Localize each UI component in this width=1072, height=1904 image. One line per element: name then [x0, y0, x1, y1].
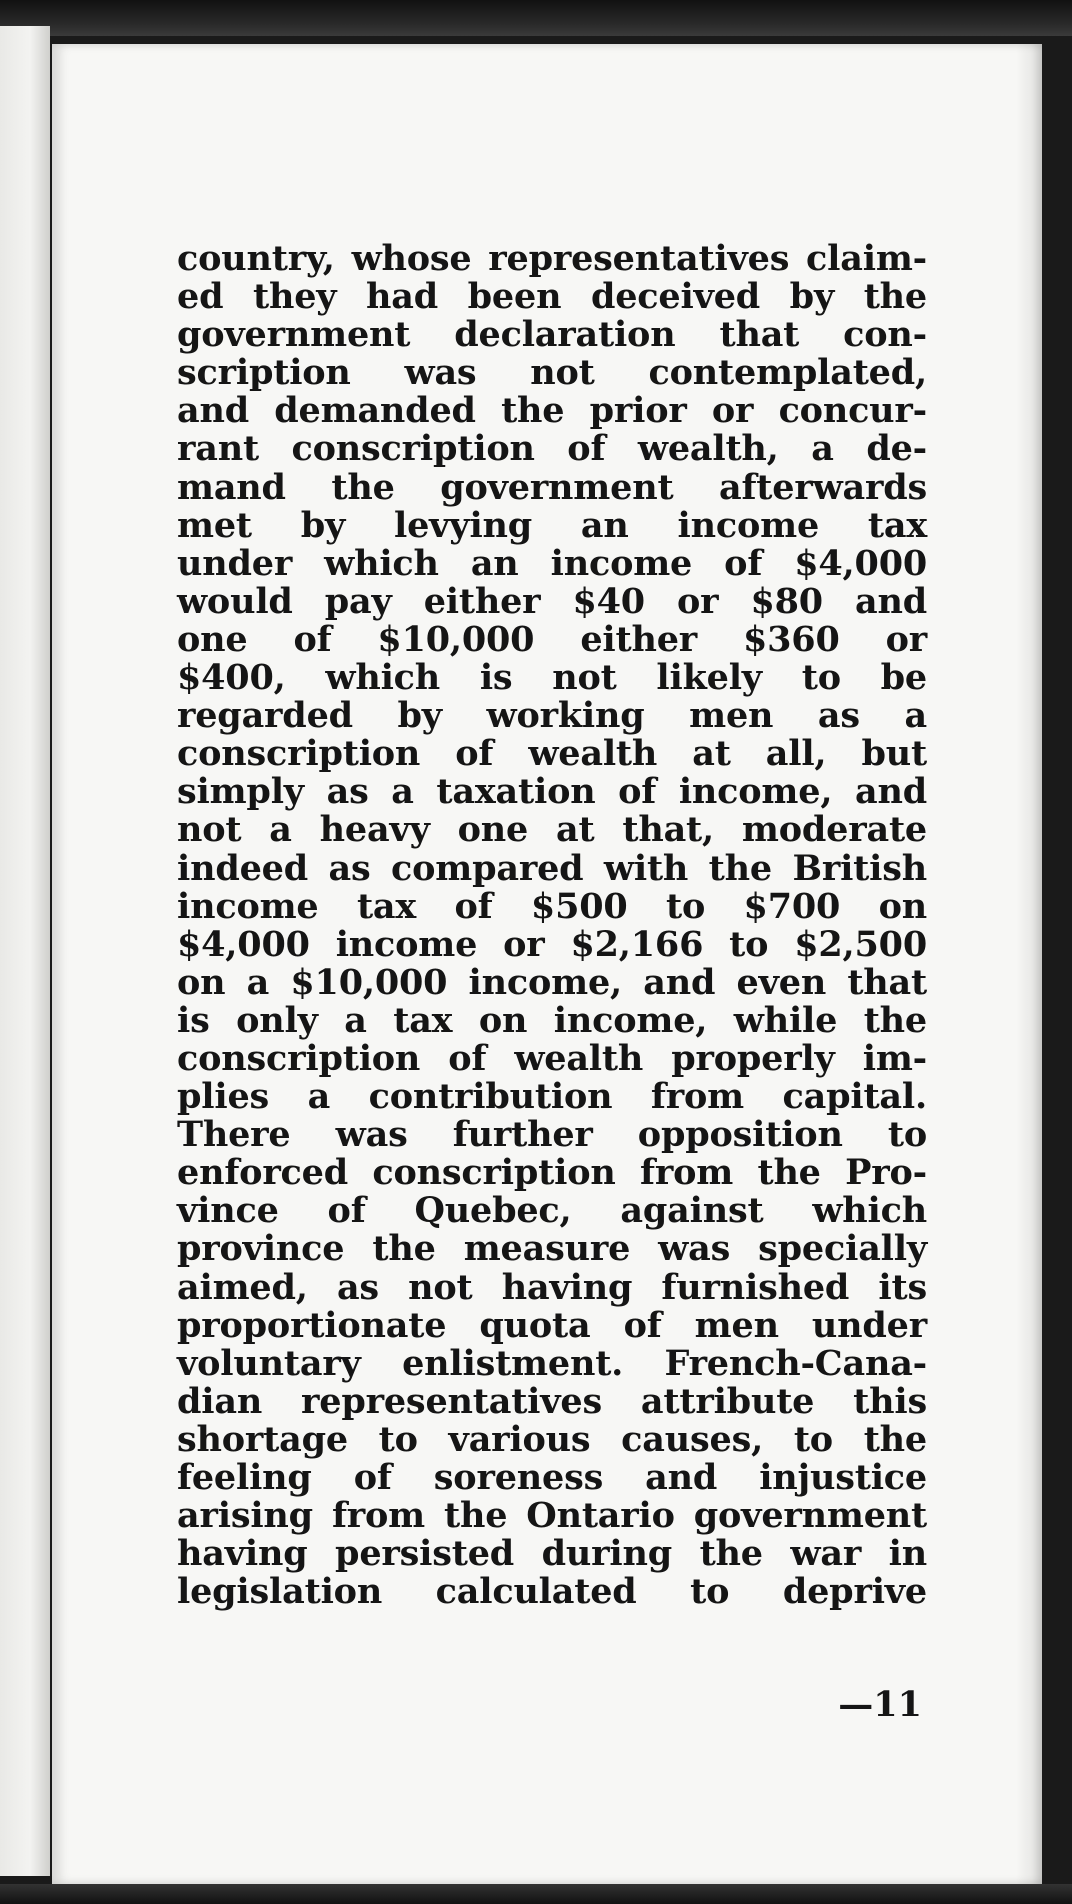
text-line: arising from the Ontario government	[177, 1495, 927, 1537]
text-line: conscription of wealth at all, but	[177, 733, 927, 775]
book-page	[52, 44, 1042, 1884]
text-line: one of $10,000 either $360 or	[177, 618, 927, 660]
text-line: conscription of wealth properly im-	[177, 1037, 927, 1079]
text-line: income tax of $500 to $700 on	[177, 885, 927, 927]
text-line: on a $10,000 income, and even that	[177, 961, 927, 1003]
body-text	[177, 240, 927, 1611]
text-line: $4,000 income or $2,166 to $2,500	[177, 923, 927, 965]
text-line: regarded by working men as a	[177, 695, 927, 737]
text-line: is only a tax on income, while the	[177, 999, 927, 1041]
text-line: proportionate quota of men under	[177, 1304, 927, 1346]
text-line: ed they had been deceived by the	[177, 276, 927, 318]
text-line: voluntary enlistment. French-Cana-	[177, 1342, 927, 1384]
text-line: feeling of soreness and injustice	[177, 1457, 927, 1498]
text-line: $400, which is not likely to be	[177, 657, 927, 699]
text-line: plies a contribution from capital.	[177, 1076, 927, 1118]
text-line: having persisted during the war in	[177, 1533, 927, 1575]
text-line: vince of Quebec, against which	[177, 1190, 927, 1232]
text-line: would pay either $40 or $80 and	[177, 580, 927, 622]
text-line: There was further opposition to	[177, 1114, 927, 1156]
text-line: country, whose representatives claim-	[177, 238, 927, 279]
text-line: dian representatives attribute this	[177, 1380, 927, 1422]
text-line: met by levying an income tax	[177, 504, 927, 546]
text-line: legislation calculated to deprive	[177, 1571, 927, 1613]
scan-bottom-border	[0, 1884, 1072, 1904]
text-line: simply as a taxation of income, and	[177, 771, 927, 813]
text-line: mand the government afterwards	[177, 466, 927, 508]
scan-top-border	[0, 0, 1072, 36]
text-line: not a heavy one at that, moderate	[177, 809, 927, 851]
text-line: and demanded the prior or concur-	[177, 390, 927, 432]
text-line: scription was not contemplated,	[177, 352, 927, 394]
previous-page-edge	[0, 26, 50, 1876]
text-line: government declaration that con-	[177, 314, 927, 356]
text-line: shortage to various causes, to the	[177, 1418, 927, 1460]
text-line: province the measure was specially	[177, 1228, 927, 1270]
text-line: enforced conscription from the Pro-	[177, 1152, 927, 1194]
text-line: aimed, as not having furnished its	[177, 1266, 927, 1308]
text-line: under which an income of $4,000	[177, 542, 927, 584]
text-line: indeed as compared with the British	[177, 847, 927, 889]
page-number: —11	[838, 1684, 922, 1725]
text-line: rant conscription of wealth, a de-	[177, 428, 927, 470]
page-edge-shadow	[1016, 44, 1042, 1884]
